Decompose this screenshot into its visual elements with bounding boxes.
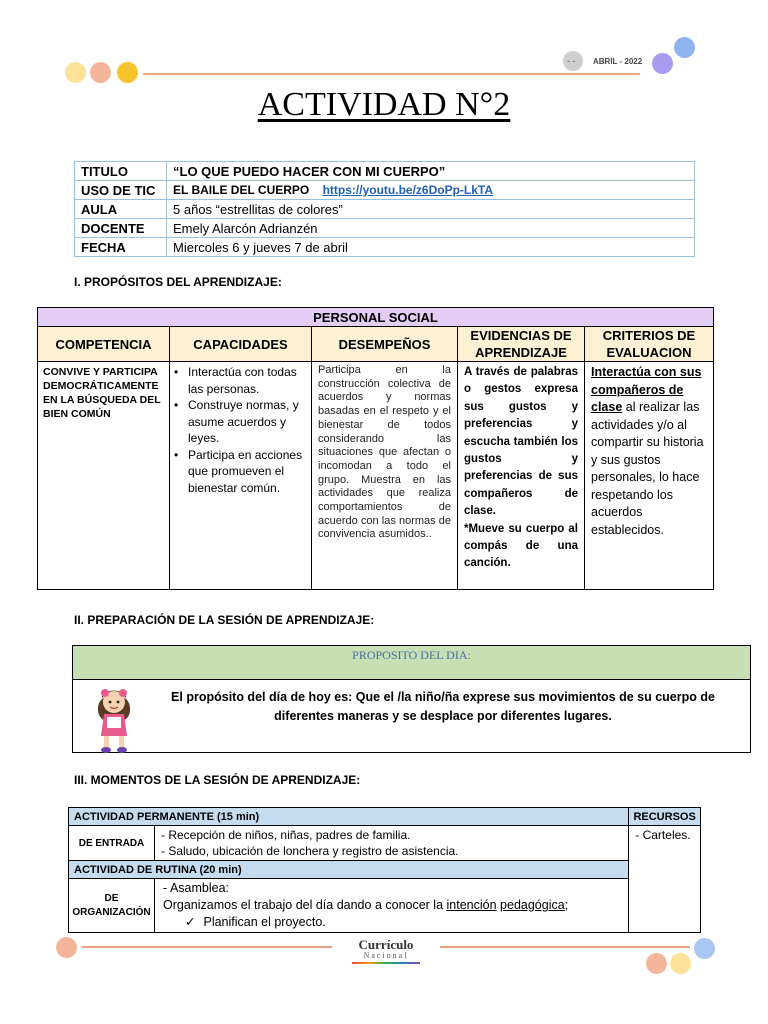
decor-dot <box>694 938 715 959</box>
info-table <box>74 161 695 257</box>
col-capacidades: CAPACIDADES <box>170 327 312 362</box>
section3-heading: III. MOMENTOS DE LA SESIÓN DE APRENDIZAJE: <box>74 773 361 787</box>
entrada-content <box>155 826 629 861</box>
recursos-header: RECURSOS <box>629 808 701 826</box>
decor-dot <box>65 62 86 83</box>
info-row-fecha <box>75 238 695 257</box>
info-value-aula: 5 años “estrellitas de colores” <box>167 200 695 219</box>
capacidad-item: • Construye normas, y asume acuerdos y leyes. <box>174 398 299 445</box>
info-row-titulo <box>75 162 695 181</box>
info-key: TITULO <box>75 162 167 181</box>
organizacion-content <box>155 879 629 933</box>
info-value-docente: Emely Alarcón Adrianzén <box>167 219 695 238</box>
info-row-docente <box>75 219 695 238</box>
proposito-text: El propósito del día de hoy es: Que el /la niño/ña exprese sus movimientos de su cuerpo de diferentes maneras y se desplace por diferentes lugares. <box>171 690 715 723</box>
info-row-aula <box>75 200 695 219</box>
info-value-titulo: “LO QUE PUEDO HACER CON MI CUERPO” <box>167 162 695 181</box>
info-key: AULA <box>75 200 167 219</box>
area-header: PERSONAL SOCIAL <box>38 308 714 327</box>
decor-dot <box>652 53 673 74</box>
logo-line2: Nacional <box>363 951 409 960</box>
check-icon: ✓ <box>185 915 196 929</box>
proposito-box-title: PROPOSITO DEL DIA: <box>73 646 750 680</box>
asamblea-text: - Asamblea: <box>163 881 230 895</box>
logo-stripe <box>352 962 420 964</box>
desempeno-cell: Participa en la construcción colectiva de acuerdos y normas basadas en el respeto y el bienestar de todos considerando las situaciones que afectan o incomodan a todo el grupo. Muestra en las actividades que realiza comportamientos de acuerdo con las normas de convivencia asumidos.. <box>312 362 458 590</box>
col-evidencias: EVIDENCIAS DE APRENDIZAJE <box>458 327 585 362</box>
info-value-fecha: Miercoles 6 y jueves 7 de abril <box>167 238 695 257</box>
evidencia-text: *Mueve su cuerpo al compás de una canción. <box>464 522 578 570</box>
decor-dot <box>90 62 111 83</box>
capacidad-item: • Interactúa con todas las personas. <box>174 365 297 396</box>
info-row-tic <box>75 181 695 200</box>
criterio-text: al realizar las actividades y/o al compartir su historia y sus gustos personales, lo hace respetando los acuerdos establecidos. <box>591 400 704 537</box>
info-key: DOCENTE <box>75 219 167 238</box>
capacidad-item: • Participa en acciones que promueven el bienestar común. <box>174 447 303 495</box>
decor-dot <box>56 937 77 958</box>
decor-dot <box>117 62 138 83</box>
footer-rule-left <box>82 946 332 948</box>
col-desempenos: DESEMPEÑOS <box>312 327 458 362</box>
curriculo-logo <box>340 938 432 964</box>
momentos-table <box>68 807 701 933</box>
info-key: USO DE TIC <box>75 181 167 200</box>
entrada-label: DE ENTRADA <box>69 826 155 861</box>
capacidades-cell <box>170 362 312 590</box>
header-rule <box>143 73 640 75</box>
info-value-tic <box>167 181 695 200</box>
propositos-table <box>37 307 714 590</box>
decor-dot <box>674 37 695 58</box>
col-competencia: COMPETENCIA <box>38 327 170 362</box>
tic-link[interactable]: https://youtu.be/z6DoPp-LkTA <box>322 183 494 197</box>
planifican-item: ✓ Planifican el proyecto. <box>185 915 326 929</box>
footer-rule-right <box>440 946 690 948</box>
evidencia-text: A través de palabras o gestos expresa sus gustos y preferencias y escucha también los gustos y preferencias de sus compañeros de clase. <box>464 366 578 518</box>
permanente-bar: ACTIVIDAD PERMANENTE (15 min) <box>69 808 629 826</box>
criterio-underlined: Interactúa con sus compañeros de clase <box>591 365 702 414</box>
organizamos-text: Organizamos el trabajo del día dando a conocer la intención pedagógica; <box>163 898 569 912</box>
decor-dot <box>646 953 667 974</box>
entrada-item: - Recepción de niños, niñas, padres de familia. <box>161 828 411 842</box>
info-key: FECHA <box>75 238 167 257</box>
tic-name: EL BAILE DEL CUERPO <box>173 183 310 197</box>
organizacion-label: DE ORGANIZACIÓN <box>69 879 155 933</box>
entrada-item: - Saludo, ubicación de lonchera y registro de asistencia. <box>161 844 459 858</box>
proposito-box <box>72 645 751 753</box>
competencia-cell: CONVIVE Y PARTICIPA DEMOCRÁTICAMENTE EN LA BÚSQUEDA DEL BIEN COMÚN <box>38 362 170 590</box>
evidencias-cell <box>458 362 585 590</box>
girl-illustration-icon <box>92 686 138 756</box>
rutina-bar: ACTIVIDAD DE RUTINA (20 min) <box>69 861 629 879</box>
section1-heading: I. PROPÓSITOS DEL APRENDIZAJE: <box>74 275 282 289</box>
section2-heading: II. PREPARACIÓN DE LA SESIÓN DE APRENDIZAJE: <box>74 613 375 627</box>
criterios-cell <box>585 362 714 590</box>
page-title: ACTIVIDAD N°2 <box>257 86 511 123</box>
header-date: ABRIL - 2022 <box>593 57 643 66</box>
recursos-content: - Carteles. <box>629 826 701 933</box>
logo-line1: Currículo <box>358 937 414 952</box>
col-criterios: CRITERIOS DE EVALUACION <box>585 327 714 362</box>
header-dashes: - - <box>567 56 576 66</box>
decor-dot <box>670 953 691 974</box>
